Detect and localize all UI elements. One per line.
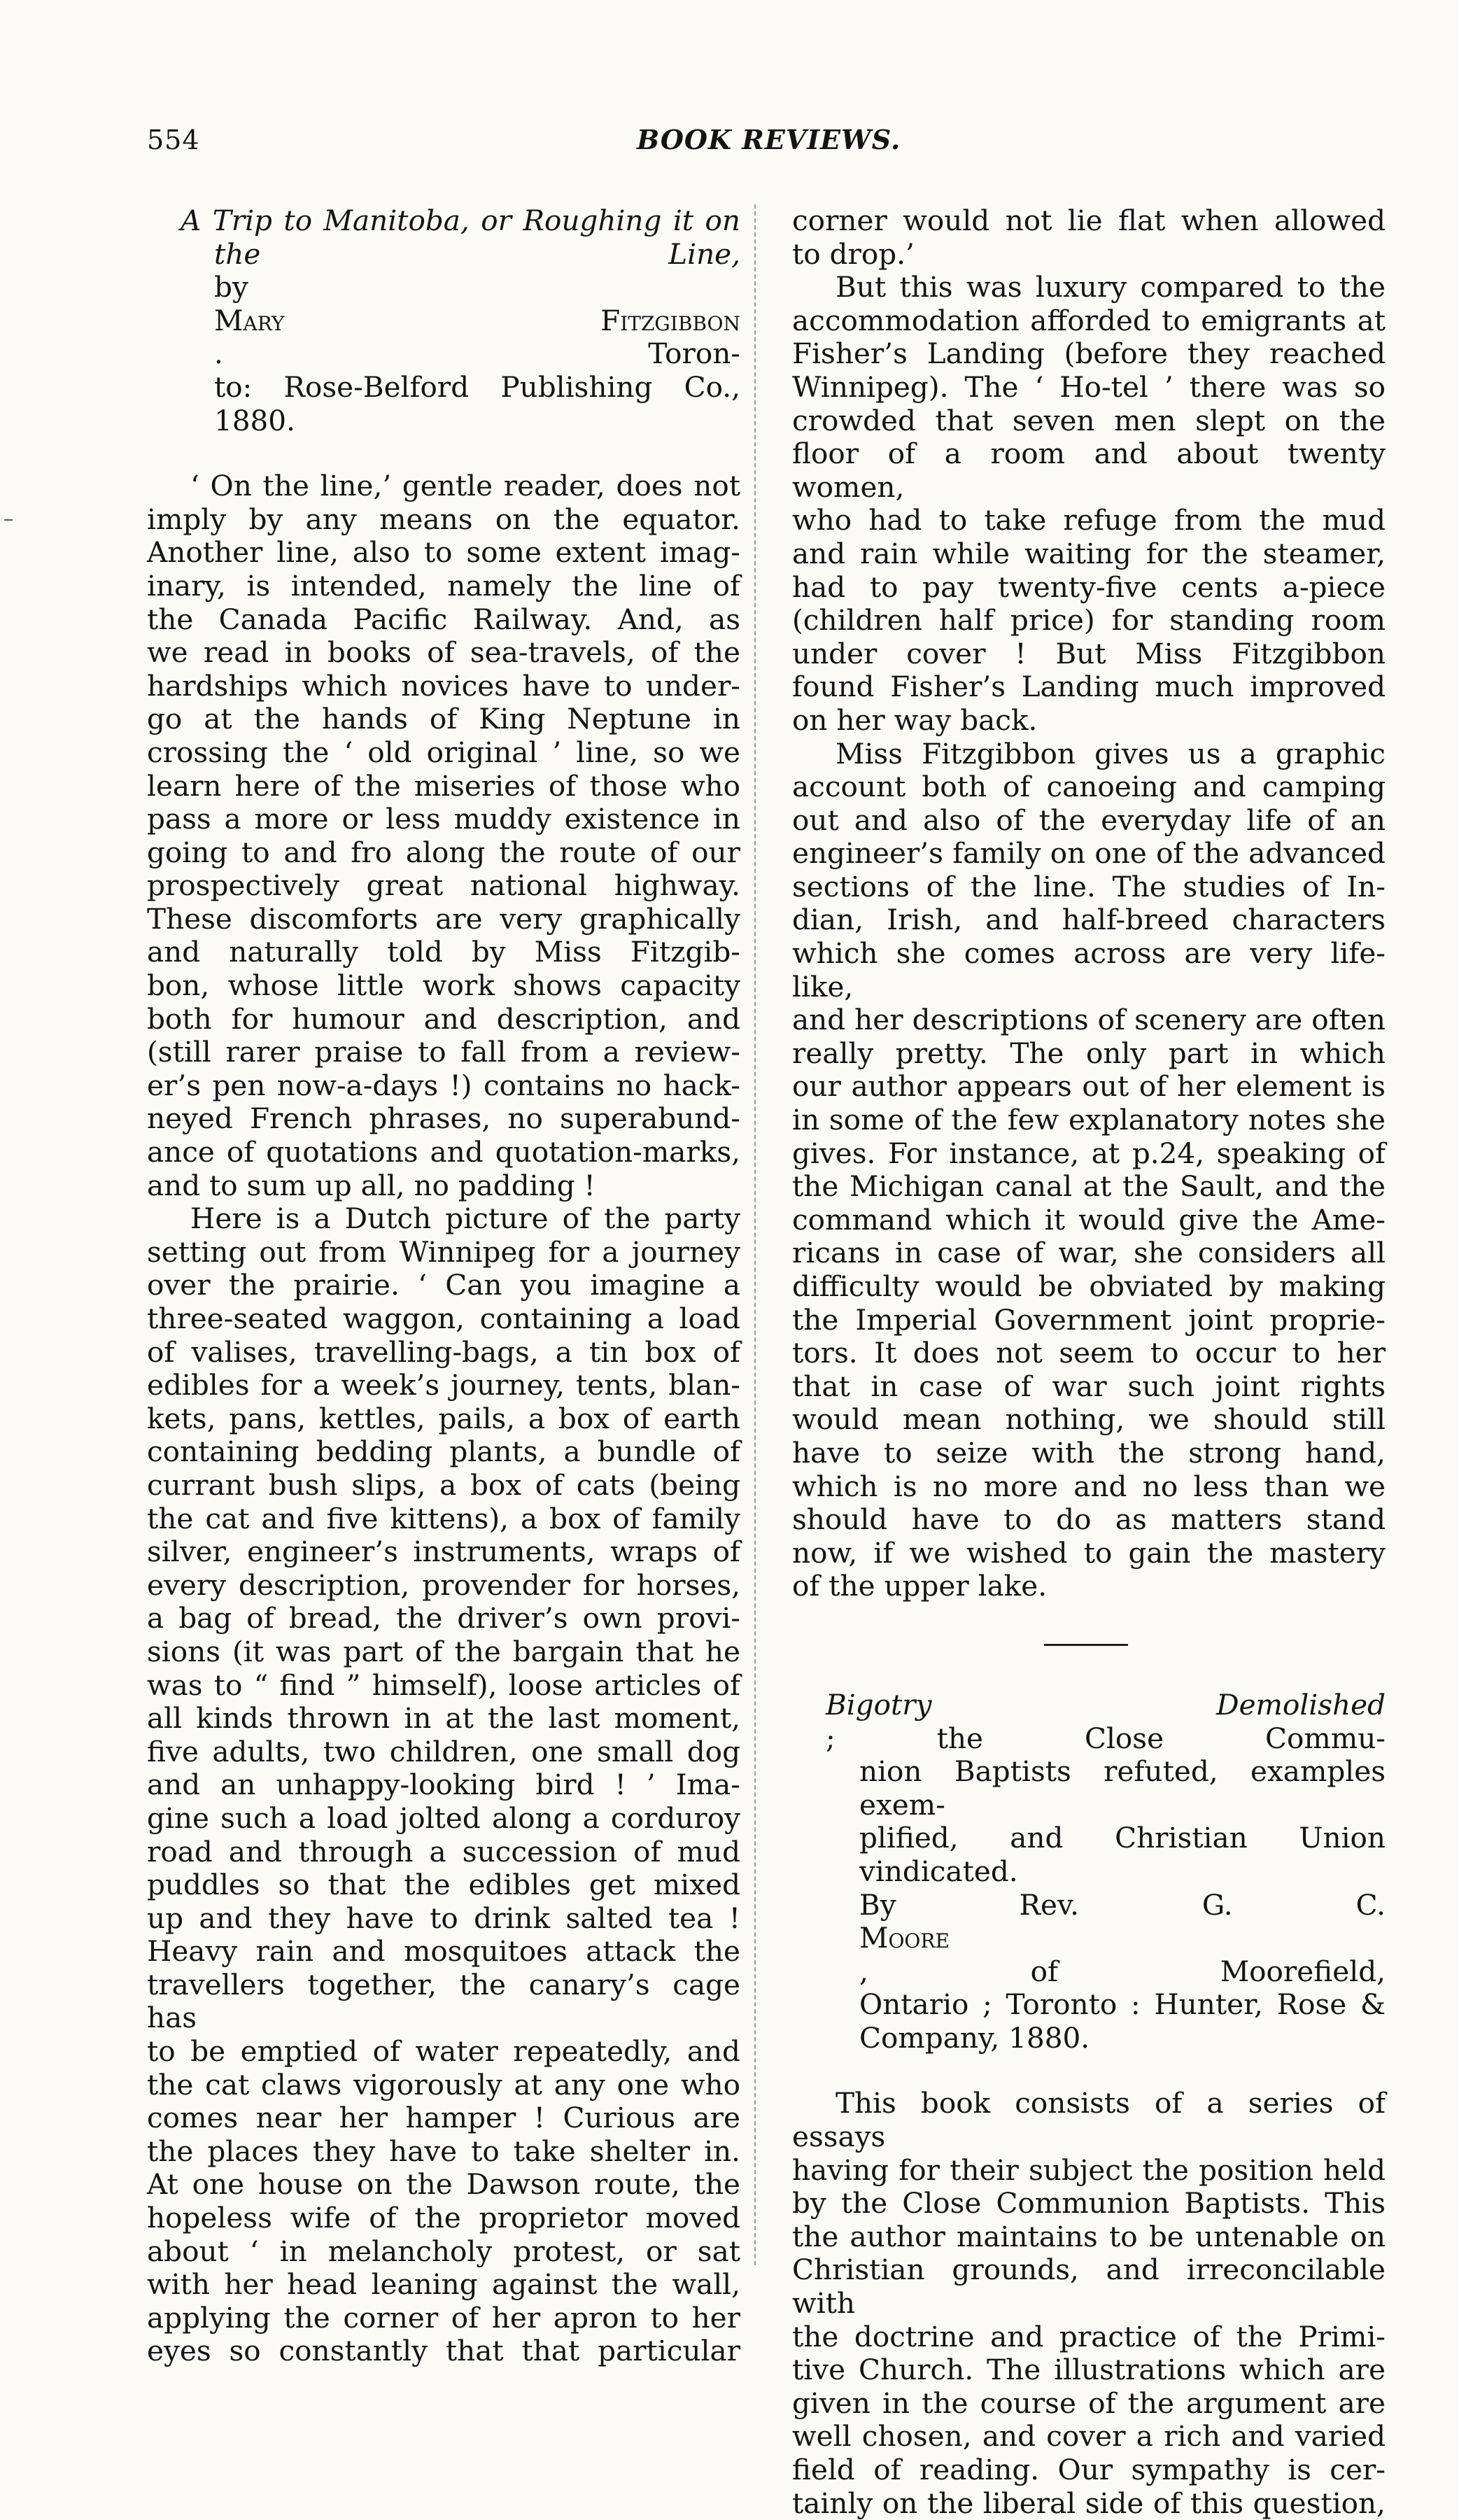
text-line: and to sum up all, no padding ! <box>147 1168 595 1202</box>
text-line: five adults, two children, one small dog <box>147 1734 740 1768</box>
text-line: currant bush slips, a box of cats (being <box>147 1467 740 1502</box>
text-line: would mean nothing, we should still <box>792 1402 1386 1437</box>
text-line: But this was luxury compared to the <box>836 270 1386 304</box>
citation-line <box>181 238 740 371</box>
text-line: the doctrine and practice of the Primi- <box>792 2319 1386 2353</box>
citation-line: plified, and Christian Union vindicated. <box>859 1821 1386 1888</box>
citation-line: to: Rose-Belford Publishing Co., 1880. <box>214 369 740 437</box>
text-line: the author maintains to be untenable on <box>792 2219 1386 2253</box>
text-line: imply by any means on the equator. <box>147 502 740 536</box>
text-line: Here is a Dutch picture of the party <box>190 1202 740 1236</box>
text-line: crossing the ‘ old original ’ line, so we <box>147 735 740 769</box>
text-line: go at the hands of King Neptune in <box>147 702 740 736</box>
text-line: (children half price) for standing room <box>792 603 1386 638</box>
text-line: hopeless wife of the proprietor moved <box>147 2201 740 2235</box>
text-line: and naturally told by Miss Fitzgib- <box>147 935 740 969</box>
text-line: sections of the line. The studies of In- <box>792 869 1386 903</box>
text-line: found Fisher’s Landing much improved <box>792 670 1386 704</box>
text-line: corner would not lie flat when allowed <box>792 204 1386 237</box>
author-name: Mary Fitzgibbon <box>214 303 740 337</box>
right-column <box>792 204 1386 2520</box>
citation-text: , of Moorefield, <box>859 1954 1386 1988</box>
text-line: having for their subject the position held <box>792 2153 1386 2187</box>
text-line: Miss Fitzgibbon gives us a graphic <box>836 736 1386 770</box>
text-line: ricans in case of war, she considers all <box>792 1236 1386 1270</box>
text-line: Heavy rain and mosquitoes attack the <box>147 1934 740 1969</box>
text-line: prospectively great national highway. <box>147 868 740 903</box>
text-line: which is no more and no less than we <box>792 1469 1386 1503</box>
left-column <box>147 204 740 2368</box>
text-line: which she comes across are very life-like, <box>792 936 1386 1004</box>
text-line: in some of the few explanatory notes she <box>792 1103 1386 1137</box>
text-line: the Canada Pacific Railway. And, as <box>147 602 740 636</box>
review1-paragraph-1 <box>147 470 740 1202</box>
text-line: edibles for a week’s journey, tents, blan- <box>147 1368 740 1402</box>
text-line: now, if we wished to gain the mastery <box>792 1535 1386 1570</box>
margin-mark <box>4 519 13 521</box>
text-line: eyes so constantly that that particular <box>147 2334 740 2368</box>
text-line: on her way back. <box>792 703 1038 737</box>
text-line: a bag of bread, the driver’s own provi- <box>147 1601 740 1635</box>
text-line: pass a more or less muddy existence in <box>147 802 740 836</box>
text-line: difficulty would be obviated by making <box>792 1269 1386 1303</box>
text-line: really pretty. The only part in which <box>792 1036 1386 1070</box>
text-line: to drop.’ <box>792 237 915 271</box>
book-title-cont: the Line, <box>214 237 740 271</box>
text-line: accommodation afforded to emigrants at <box>792 303 1386 337</box>
text-line: should have to do as matters stand <box>792 1502 1386 1537</box>
citation-text: By Rev. G. C. <box>859 1887 1386 1922</box>
text-line: the places they have to take shelter in. <box>147 2134 740 2168</box>
text-line: by the Close Communion Baptists. This <box>792 2186 1386 2220</box>
book-title: A Trip to Manitoba, or Roughing it on <box>181 204 740 237</box>
text-line: ance of quotations and quotation-marks, <box>147 1135 740 1169</box>
text-line: This book consists of a series of essays <box>792 2086 1386 2154</box>
review1-citation <box>147 204 740 437</box>
text-line: comes near her hamper ! Curious are <box>147 2101 740 2135</box>
text-line: floor of a room and about twenty women, <box>792 437 1386 504</box>
text-line: silver, engineer’s instruments, wraps of <box>147 1535 740 1569</box>
text-line: have to seize with the strong hand, <box>792 1435 1386 1470</box>
text-line: ‘ On the line,’ gentle reader, does not <box>190 469 740 503</box>
text-line: going to and fro along the route of our <box>147 835 740 869</box>
text-line: dian, Irish, and half-breed characters <box>792 903 1386 937</box>
text-line: road and through a succession of mud <box>147 1834 740 1868</box>
citation-by: by <box>214 270 248 304</box>
citation-line <box>826 1689 1386 1755</box>
running-head: BOOK REVIEWS. <box>637 124 901 155</box>
text-line: and her descriptions of scenery are often <box>792 1003 1386 1037</box>
text-line: field of reading. Our sympathy is cer- <box>792 2453 1386 2486</box>
text-line: to be emptied of water repeatedly, and <box>147 2034 740 2069</box>
text-line: At one house on the Dawson route, the <box>147 2167 740 2202</box>
review2-paragraph-1 <box>792 2087 1386 2520</box>
text-line: with her head leaning against the wall, <box>147 2267 740 2302</box>
text-line: travellers together, the canary’s cage has <box>147 1967 740 2035</box>
citation-line <box>826 1889 1386 1989</box>
text-line: out and also of the everyday life of an <box>792 803 1386 837</box>
text-line: kets, pans, kettles, pails, a box of earth <box>147 1401 740 1435</box>
text-line: and rain while waiting for the steamer, <box>792 536 1386 570</box>
text-line: had to pay twenty-five cents a-piece <box>792 570 1386 604</box>
text-line: engineer’s family on one of the advanced <box>792 836 1386 871</box>
text-line: gives. For instance, at p.24, speaking of <box>792 1136 1386 1170</box>
text-line: These discomforts are very graphically <box>147 901 740 936</box>
text-line: inary, is intended, namely the line of <box>147 568 740 603</box>
text-line: er’s pen now-a-days !) contains no hack- <box>147 1068 740 1102</box>
text-line: was to “ find ” himself), loose articles of <box>147 1668 740 1702</box>
text-line: the Michigan canal at the Sault, and the <box>792 1169 1386 1204</box>
text-line: our author appears out of her element is <box>792 1069 1386 1104</box>
text-line: Another line, also to some extent imag- <box>147 535 740 570</box>
text-line: the Imperial Government joint proprie- <box>792 1302 1386 1337</box>
review2-citation <box>792 1689 1386 2055</box>
text-line: hardships which novices have to under- <box>147 668 740 703</box>
review1-paragraph-3 <box>792 271 1386 737</box>
text-line: Winnipeg). The ‘ Ho-tel ’ there was so <box>792 369 1386 404</box>
citation-line: Ontario ; Toronto : Hunter, Rose & <box>859 1987 1386 2022</box>
text-line: setting out from Winnipeg for a journey <box>147 1234 740 1269</box>
column-divider <box>754 204 756 2265</box>
text-line: under cover ! But Miss Fitzgibbon <box>792 636 1386 670</box>
review1-continuation <box>792 204 1386 271</box>
text-line: account both of canoeing and camping <box>792 770 1386 804</box>
text-line: who had to take refuge from the mud <box>792 503 1386 537</box>
citation-text: . Toron- <box>214 337 740 371</box>
text-line: learn here of the miseries of those who <box>147 768 740 803</box>
text-line: over the prairie. ‘ Can you imagine a <box>147 1268 740 1302</box>
text-line: both for humour and description, and <box>147 1001 740 1036</box>
text-line: tainly on the liberal side of this question, <box>792 2486 1386 2520</box>
book-title: Bigotry Demolished <box>826 1687 1386 1722</box>
text-line: we read in books of sea-travels, of the <box>147 635 740 670</box>
text-line: tors. It does not seem to occur to her <box>792 1336 1386 1370</box>
text-line: (still rarer praise to fall from a review- <box>147 1035 740 1069</box>
text-line: the cat claws vigorously at any one who <box>147 2067 740 2102</box>
review1-paragraph-4 <box>792 738 1386 1603</box>
text-line: tive Church. The illustrations which are <box>792 2353 1386 2387</box>
text-line: crowded that seven men slept on the <box>792 403 1386 437</box>
text-line: all kinds thrown in at the last moment, <box>147 1701 740 1736</box>
text-line: three-seated waggon, containing a load <box>147 1302 740 1335</box>
section-rule <box>1044 1644 1128 1646</box>
text-line: applying the corner of her apron to her <box>147 2300 740 2335</box>
text-line: about ‘ in melancholy protest, or sat <box>147 2234 740 2268</box>
text-line: command which it would give the Ame- <box>792 1202 1386 1237</box>
text-line: of the upper lake. <box>792 1569 1048 1603</box>
text-line: sions (it was part of the bargain that he <box>147 1634 740 1668</box>
citation-text: ; the Close Commu- <box>826 1721 1386 1755</box>
author-name: Moore <box>859 1921 950 1955</box>
text-line: up and they have to drink salted tea ! <box>147 1901 740 1935</box>
text-line: given in the course of the argument are <box>792 2386 1386 2420</box>
text-line: containing bedding plants, a bundle of <box>147 1435 740 1469</box>
text-line: Fisher’s Landing (before they reached <box>792 337 1386 371</box>
text-line: the cat and five kittens), a box of family <box>147 1501 740 1535</box>
text-line: that in case of war such joint rights <box>792 1369 1386 1403</box>
text-line: well chosen, and cover a rich and varied <box>792 2419 1386 2454</box>
page-number: 554 <box>147 125 200 155</box>
text-line: puddles so that the edibles get mixed <box>147 1868 740 1902</box>
text-line: gine such a load jolted along a corduroy <box>147 1801 740 1835</box>
text-line: neyed French phrases, no superabund- <box>147 1101 740 1136</box>
text-line: every description, provender for horses, <box>147 1568 740 1602</box>
text-line: of valises, travelling-bags, a tin box of <box>147 1335 740 1369</box>
citation-line: nion Baptists refuted, examples exem- <box>859 1754 1386 1822</box>
text-line: Christian grounds, and irreconcilable with <box>792 2253 1386 2321</box>
citation-line: Company, 1880. <box>859 2020 1090 2055</box>
text-line: and an unhappy-looking bird ! ’ Ima- <box>147 1768 740 1802</box>
citation-line <box>181 204 740 238</box>
review1-paragraph-2 <box>147 1202 740 2368</box>
text-line: bon, whose little work shows capacity <box>147 969 740 1003</box>
